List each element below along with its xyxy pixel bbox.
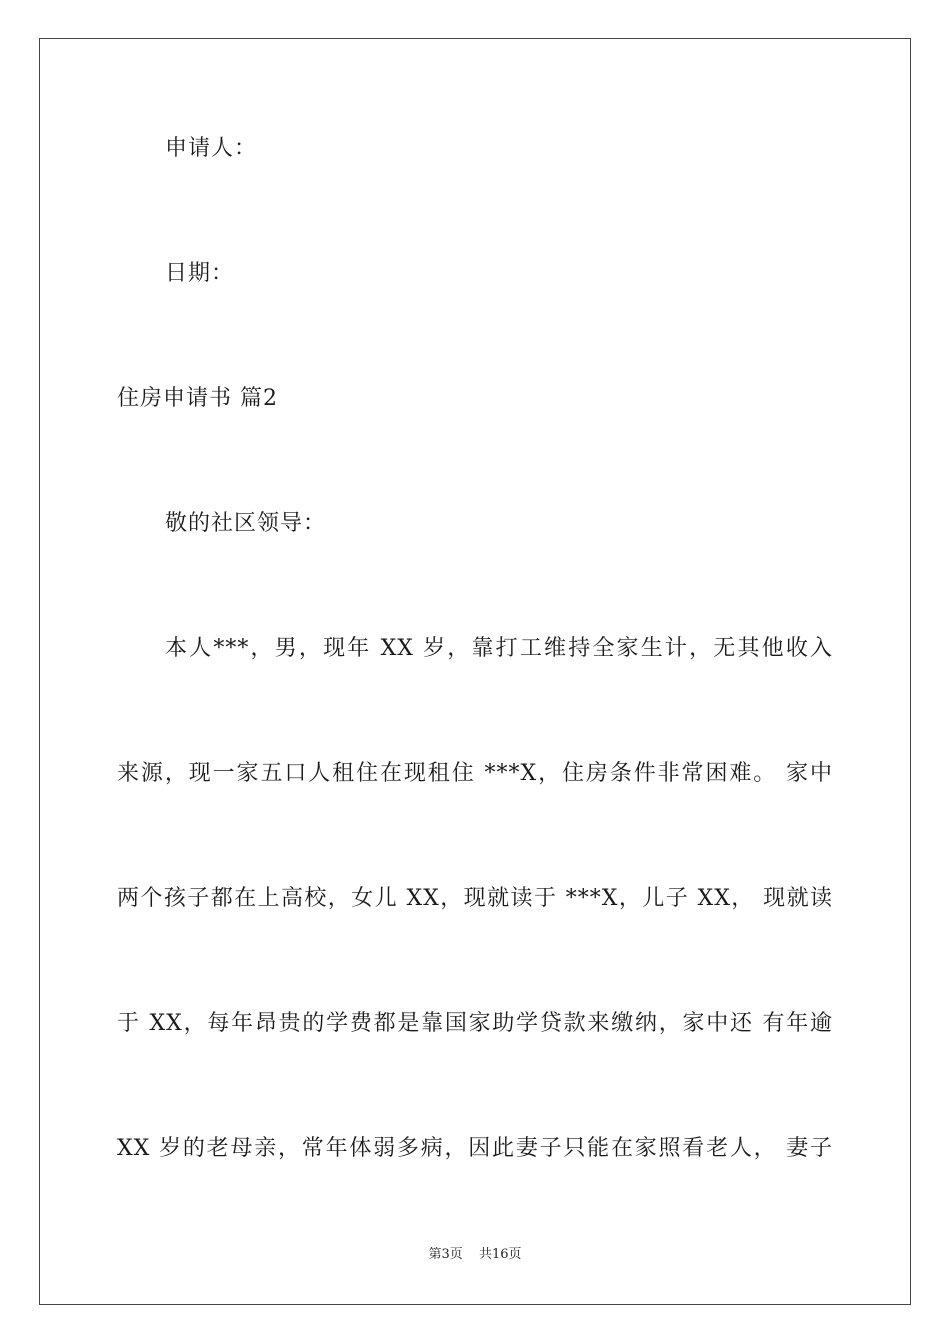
section-title: 住房申请书 篇2 <box>117 386 278 411</box>
body-line-4: 于 XX，每年昂贵的学费都是靠国家助学贷款来缴纳，家中还 有年逾 <box>117 1011 833 1036</box>
page-number: 第3页 <box>428 1247 463 1262</box>
page-total: 共16页 <box>478 1247 522 1262</box>
page-footer <box>0 1246 950 1264</box>
salutation: 敬的社区领导： <box>165 511 327 536</box>
body-line-1: 本人***，男，现年 XX 岁，靠打工维持全家生计，无其他收入 <box>165 636 833 661</box>
body-line-3: 两个孩子都在上高校，女儿 XX，现就读于 ***X，儿子 XX， 现就读 <box>117 886 833 911</box>
date-label: 日期： <box>165 261 235 286</box>
page-border <box>39 38 911 1305</box>
applicant-label: 申请人： <box>165 136 258 161</box>
body-line-5: XX 岁的老母亲，常年体弱多病，因此妻子只能在家照看老人， 妻子 <box>117 1136 833 1161</box>
body-line-2: 来源，现一家五口人租住在现租住 ***X，住房条件非常困难。 家中 <box>117 761 833 786</box>
